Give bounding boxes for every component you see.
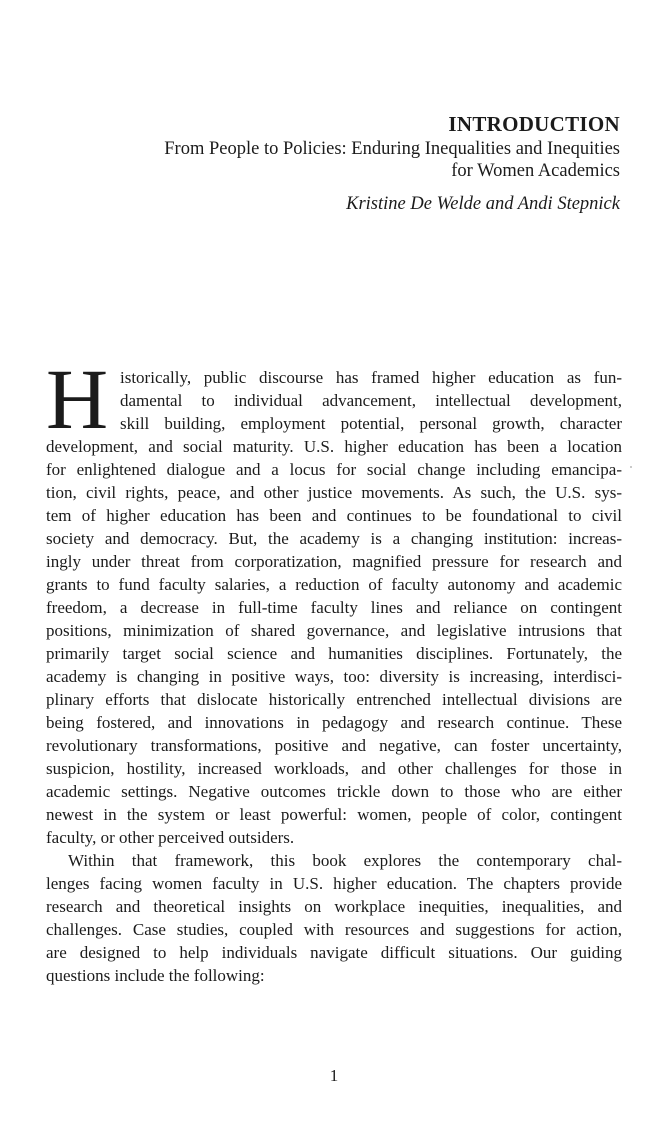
body-text-line: lenges facing women faculty in U.S. higher education. The chapters provide <box>46 874 622 893</box>
body-text-line: society and democracy. But, the academy is a changing institution: increas- <box>46 529 622 548</box>
body-text-line: skill building, employment potential, personal growth, character <box>120 414 622 433</box>
body-text-line: tion, civil rights, peace, and other justice movements. As such, the U.S. sys- <box>46 483 622 502</box>
body-text-line: development, and social maturity. U.S. higher education has been a location <box>46 437 622 456</box>
body-text-line: being fostered, and innovations in pedagogy and research continue. These <box>46 713 622 732</box>
chapter-subtitle <box>46 138 620 182</box>
body-text-line: academic settings. Negative outcomes trickle down to those who are either <box>46 782 622 801</box>
body-text-line: for enlightened dialogue and a locus for social change including emancipa- <box>46 460 622 479</box>
page-number: 1 <box>329 1066 339 1085</box>
chapter-subtitle-line-1: From People to Policies: Enduring Inequalities and Inequities <box>164 139 620 159</box>
body-text-line: plinary efforts that dislocate historically entrenched intellectual divisions are <box>46 690 622 709</box>
scan-artifact-dot <box>630 466 632 468</box>
body-text-line: research and theoretical insights on workplace inequities, inequalities, and <box>46 897 622 916</box>
body-text-line: damental to individual advancement, intellectual development, <box>120 391 622 410</box>
body-text-line: newest in the system or least powerful: women, people of color, contingent <box>46 805 622 824</box>
chapter-title: INTRODUCTION <box>448 112 620 136</box>
chapter-heading <box>46 112 620 215</box>
body-text-line: tem of higher education has been and continues to be foundational to civil <box>46 506 622 525</box>
paragraph <box>46 351 622 849</box>
body-text-line: istorically, public discourse has framed higher education as fun- <box>120 368 622 387</box>
body-text-line: challenges. Case studies, coupled with resources and suggestions for action, <box>46 920 622 939</box>
body-text-line: Within that framework, this book explores the contemporary chal- <box>68 851 622 870</box>
body-text-line: revolutionary transformations, positive and negative, can foster uncertainty, <box>46 736 622 755</box>
drop-cap: H <box>46 351 109 447</box>
body-text-line: grants to fund faculty salaries, a reduction of faculty autonomy and academic <box>46 575 622 594</box>
body-text <box>46 351 622 987</box>
body-text-line: are designed to help individuals navigate difficult situations. Our guiding <box>46 943 622 962</box>
body-text-line: faculty, or other perceived outsiders. <box>46 828 295 847</box>
body-text-line: positions, minimization of shared governance, and legislative intrusions that <box>46 621 622 640</box>
paragraph <box>46 849 622 987</box>
body-text-line: primarily target social science and humanities disciplines. Fortunately, the <box>46 644 622 663</box>
body-text-line: freedom, a decrease in full-time faculty lines and reliance on contingent <box>46 598 622 617</box>
chapter-subtitle-line-2: for Women Academics <box>451 161 620 181</box>
body-text-line: questions include the following: <box>46 966 265 985</box>
body-text-line: suspicion, hostility, increased workloads, and other challenges for those in <box>46 759 622 778</box>
body-text-line: ingly under threat from corporatization, magnified pressure for research and <box>46 552 622 571</box>
chapter-authors: Kristine De Welde and Andi Stepnick <box>346 194 620 214</box>
body-text-line: academy is changing in positive ways, too: diversity is increasing, interdisci- <box>46 667 622 686</box>
